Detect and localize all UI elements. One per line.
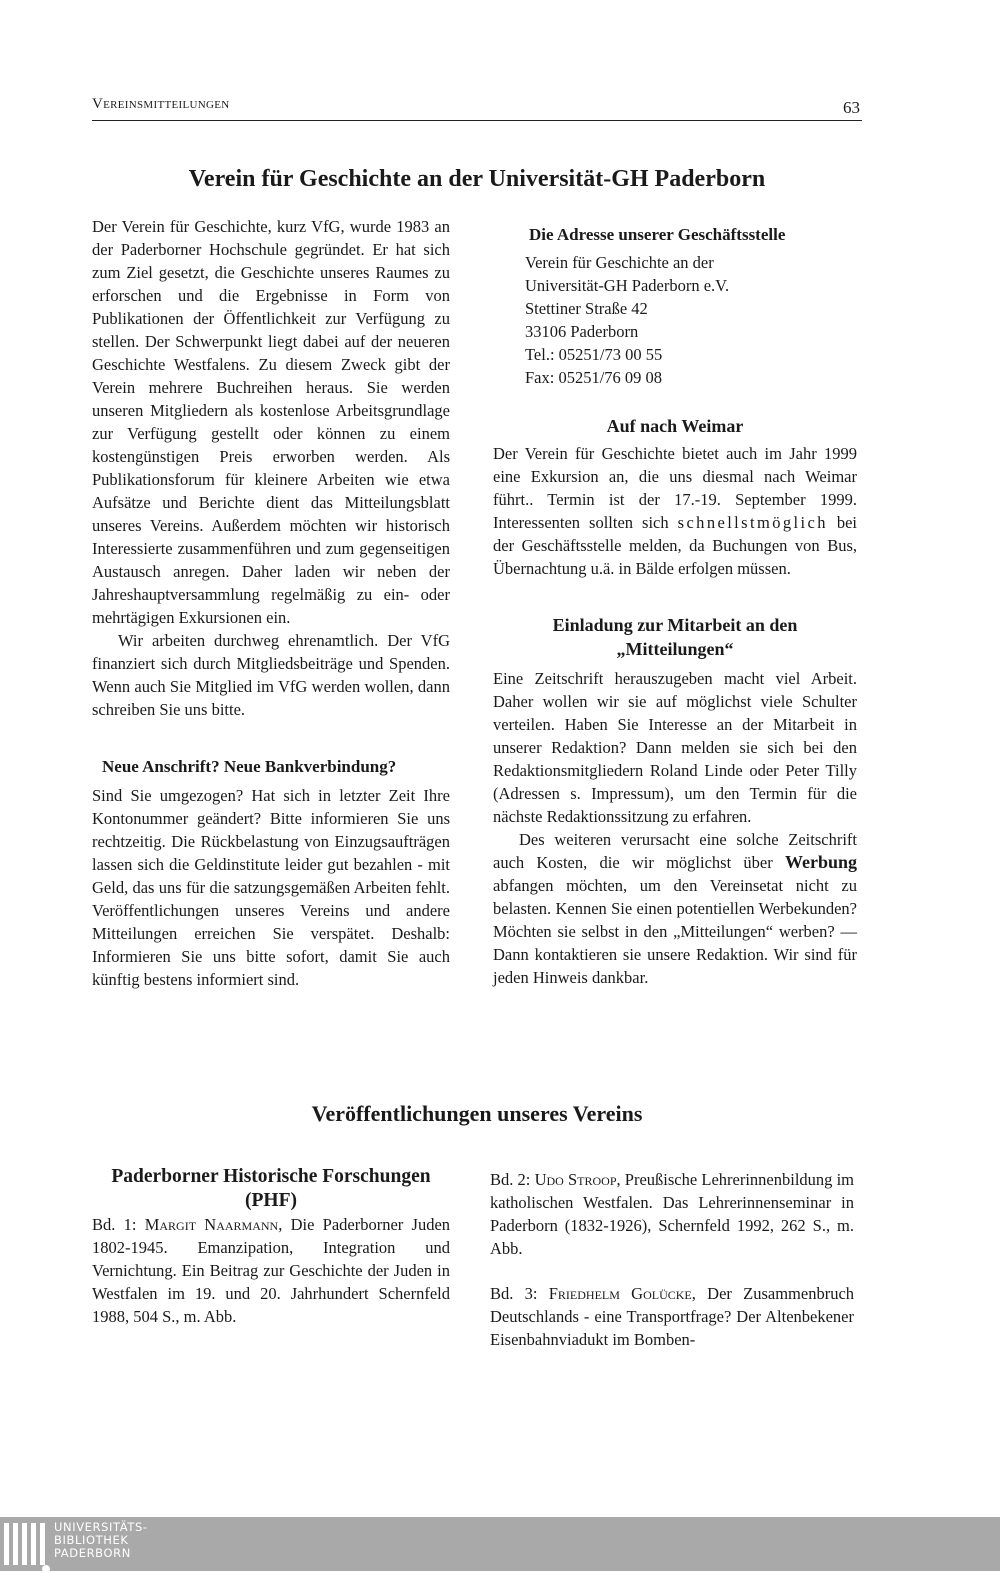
- logo-line-3: PADERBORN: [54, 1546, 131, 1560]
- invitation-paragraph-2-after: abfangen möchten, um den Vereinsetat nicht zu belasten. Kennen Sie einen potentiellen Werbekunden? Möchten sie selbst in den „Mitteilungen“ werben? — Dann kontaktieren sie unsere Redaktion. Wir sind für jeden Hinweis dankbar.: [493, 876, 857, 987]
- weimar-heading: Auf nach Weimar: [606, 416, 744, 436]
- address-section: [493, 223, 857, 389]
- new-address-heading: Neue Anschrift? Neue Bankverbindung?: [102, 757, 397, 776]
- weimar-text-after: bei der Geschäftsstelle melden, da Buchungen von Bus, Übernachtung u.ä. in Bälde erfolgen müssen.: [493, 513, 858, 578]
- series-heading-line-2: (PHF): [245, 1190, 297, 1211]
- logo-line-2: BIBLIOTHEK: [54, 1533, 129, 1547]
- new-address-section: [92, 755, 450, 991]
- volume-number: Bd. 1:: [92, 1215, 137, 1234]
- author-name: Friedhelm Golücke: [548, 1284, 692, 1303]
- weimar-text-before: Der Verein für Geschichte bietet auch im Jahr 1999 eine Exkursion an, die uns diesmal nach Weimar führt.. Termin ist der 17.-19. September 1999. Interessenten sollten sich: [493, 444, 857, 532]
- new-address-text: Sind Sie umgezogen? Hat sich in letzter Zeit Ihre Kontonummer geändert? Bitte informieren Sie uns rechtzeitig. Die Rückbelastung von Einzugsaufträgen lassen sich die Geldinstitute leider gut bezahlen - mit Geld, das uns für die satzungsgemäßen Arbeiten fehlt. Veröffentlichungen unseres Vereins und andere Mitteilungen erreichen Sie verspätet. Deshalb: Informieren Sie uns bitte sofort, damit Sie auch künftig bestens informiert sind.: [92, 786, 450, 989]
- volume-number: Bd. 2:: [490, 1170, 531, 1189]
- publication-details: , Preußische Lehrerinnenbildung im katholischen Westfalen. Das Lehrerinnenseminar in Paderborn (1832-1926), Schernfeld 1992, 262 S., m. Abb.: [490, 1170, 854, 1258]
- weimar-text: [493, 442, 857, 580]
- address-line: Universität-GH Paderborn e.V.: [525, 276, 730, 295]
- address-heading: Die Adresse unserer Geschäftsstelle: [529, 225, 786, 244]
- volume-number: Bd. 3:: [490, 1284, 538, 1303]
- library-footer-bar: [0, 1517, 1000, 1571]
- logo-line-1: UNIVERSITÄTS-: [54, 1520, 148, 1534]
- publications-title: Veröffentlichungen unseres Vereins: [311, 1101, 643, 1126]
- address-line: 33106 Paderborn: [525, 322, 639, 341]
- address-line: Verein für Geschichte an der: [525, 253, 714, 272]
- publication-entry-3: [490, 1282, 854, 1351]
- invitation-paragraph-2-before: Des weiteren verursacht eine solche Zeitschrift auch Kosten, die wir möglichst über: [493, 830, 857, 872]
- page-number: 63: [843, 98, 860, 117]
- fax-line: Fax: 05251/76 09 08: [525, 368, 663, 387]
- article-title: Verein für Geschichte an der Universität-GH Paderborn: [188, 166, 766, 192]
- running-header: [92, 94, 862, 121]
- publications-right-column: [490, 1168, 854, 1351]
- publication-entry-1: [92, 1213, 450, 1328]
- author-name: Margit Naarmann: [144, 1215, 279, 1234]
- series-heading: [92, 1165, 450, 1213]
- intro-paragraph-1: Der Verein für Geschichte, kurz VfG, wurde 1983 an der Paderborner Hochschule gegründet. Er hat sich zum Ziel gesetzt, die Geschichte unseres Raumes zu erforschen und die Ergebnisse in Form von Publikationen der Öffentlichkeit zur Verfügung zu stellen. Der Schwerpunkt liegt dabei auf der neueren Geschichte Westfalens. Zu diesem Zweck gibt der Verein mehrere Buchreihen heraus. Sie werden unseren Mitgliedern als kostenlose Arbeitsgrundlage zur Verfügung gestellt oder können zu einem kostengünstigen Preis erworben werden. Als Publikationsforum für kleinere Arbeiten wie etwa Aufsätze und Berichte dient das Mitteilungsblatt unseres Vereins. Außerdem möchten wir historisch Interessierte zusammenführen und zum gegenseitigen Austausch anregen. Daher laden wir neben der Jahreshauptversammlung regelmäßig zu ein- oder mehrtägigen Exkursionen ein.: [92, 217, 450, 627]
- invitation-paragraph-1: Eine Zeitschrift herauszugeben macht viel Arbeit. Daher wollen wir sie auf möglichst viele Schulter verteilen. Haben Sie Interesse an der Mitarbeit in unserer Redaktion? Dann melden sie sich bei den Redaktionsmitgliedern Roland Linde oder Peter Tilly (Adressen s. Impressum), um den Termin für die nächste Redaktionssitzung zu erfahren.: [493, 669, 857, 826]
- invitation-section: [493, 613, 857, 989]
- right-column: [493, 223, 857, 989]
- weimar-text-spaced: schnellstmöglich: [677, 513, 828, 532]
- author-name: Udo Stroop: [534, 1170, 617, 1189]
- phone-line: Tel.: 05251/73 00 55: [525, 345, 663, 364]
- left-column: [92, 215, 450, 991]
- invitation-paragraph-2: [493, 828, 857, 989]
- running-title: Vereinsmitteilungen: [92, 96, 230, 112]
- advertising-emphasis: Werbung: [784, 852, 857, 872]
- weimar-section: [493, 415, 857, 580]
- invitation-heading-line-2: „Mitteilungen“: [616, 639, 734, 659]
- library-logo-text: [54, 1521, 148, 1560]
- publication-details: , Der Zusammenbruch Deutschlands - eine Transportfrage? Der Altenbekener Eisenbahnviadukt im Bomben-: [490, 1284, 855, 1349]
- publication-details: , Die Paderborner Juden 1802-1945. Emanzipation, Integration und Vernichtung. Ein Beitrag zur Geschichte der Juden in Westfalen im 19. und 20. Jahrhundert Schernfeld 1988, 504 S., m. Abb.: [92, 1215, 451, 1326]
- publications-left-column: [92, 1165, 450, 1328]
- library-logo-icon: [4, 1523, 48, 1565]
- publication-entry-2: [490, 1168, 854, 1260]
- address-line: Stettiner Straße 42: [525, 299, 648, 318]
- intro-paragraph-2: Wir arbeiten durchweg ehrenamtlich. Der VfG finanziert sich durch Mitgliedsbeiträge und Spenden. Wenn auch Sie Mitglied im VfG werden wollen, dann schreiben Sie uns bitte.: [92, 631, 450, 719]
- invitation-heading-line-1: Einladung zur Mitarbeit an den: [552, 615, 798, 635]
- series-heading-line-1: Paderborner Historische Forschungen: [111, 1166, 431, 1187]
- address-lines: [493, 251, 857, 389]
